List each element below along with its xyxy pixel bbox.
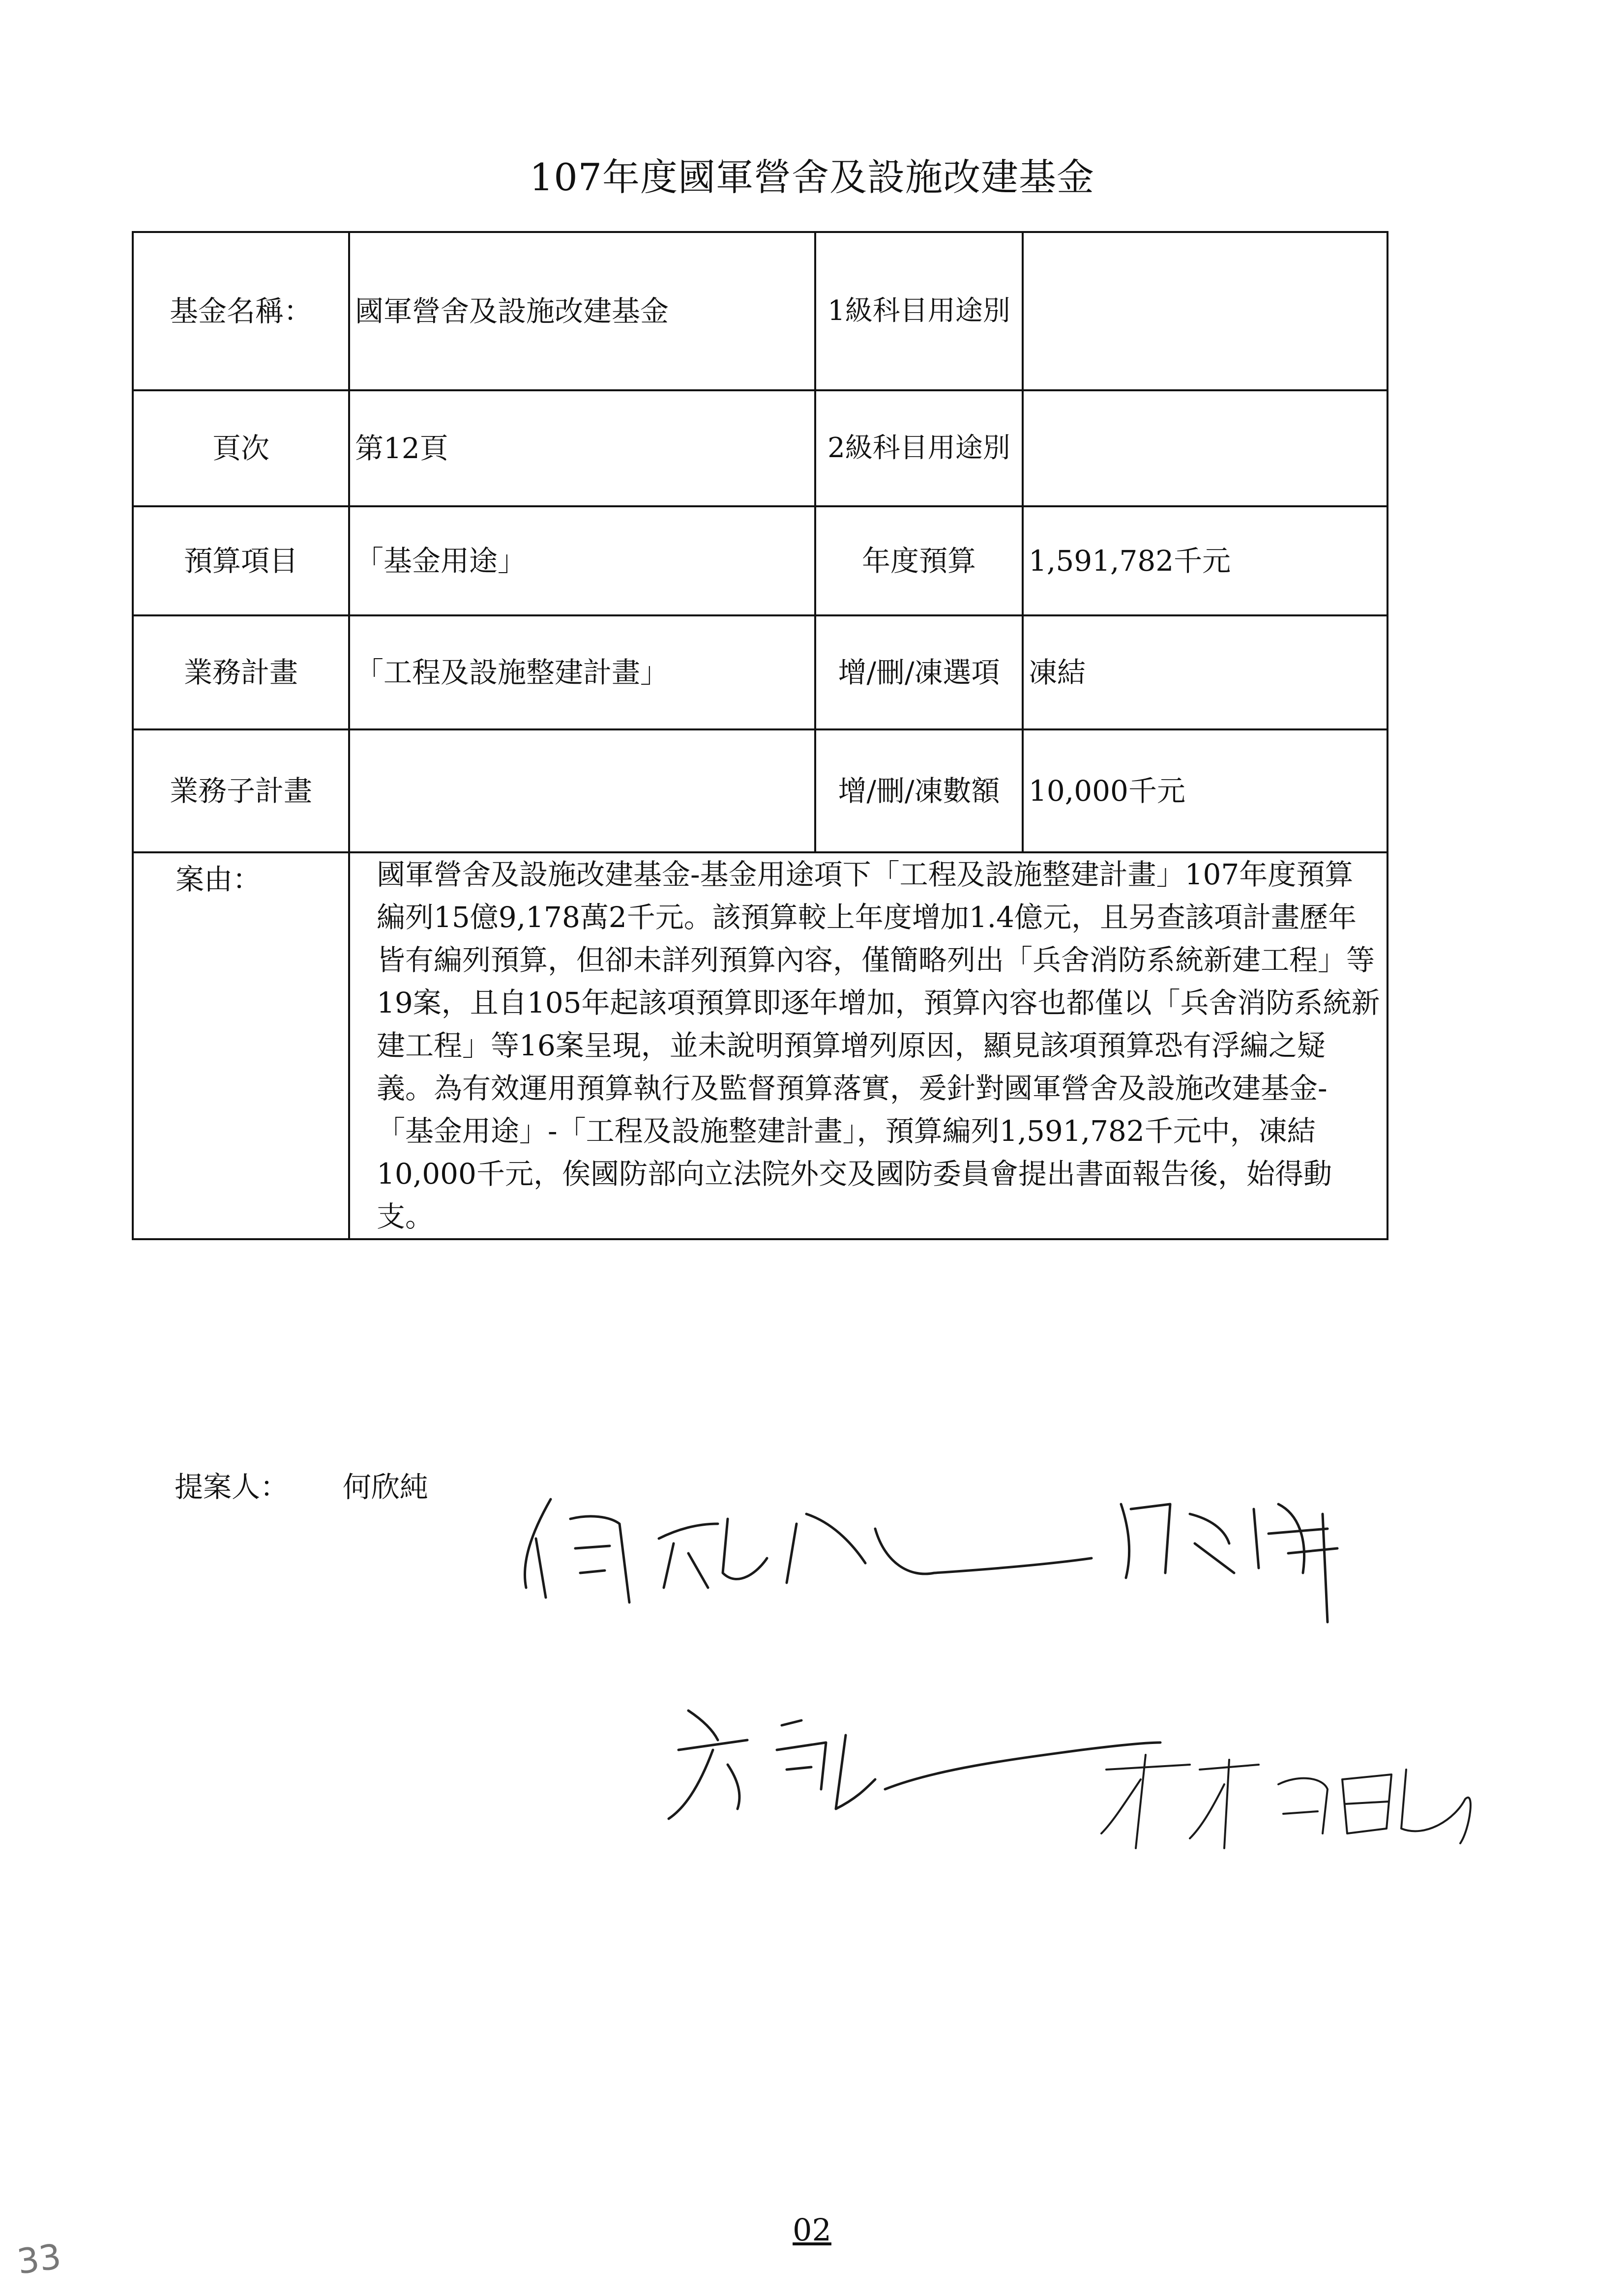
proposer-name: 何欣純 — [343, 1470, 429, 1504]
action-amount-label: 增/刪/凍數額 — [815, 729, 1023, 852]
signature-4 — [1101, 1755, 1471, 1848]
sub-plan-label: 業務子計畫 — [133, 729, 349, 852]
action-amount-value: 10,000千元 — [1023, 729, 1388, 852]
document-title: 107年度國軍營舍及設施改建基金 — [529, 155, 1095, 199]
signature-1 — [525, 1499, 1092, 1602]
level2-category-label: 2級科目用途別 — [815, 390, 1023, 506]
annual-budget-label: 年度預算 — [815, 506, 1023, 615]
reason-text: 國軍營舍及設施改建基金-基金用途項下「工程及設施整建計畫」107年度預算編列15億9,178萬2千元。該預算較上年度增加1.4億元，且另查該項計畫歷年皆有編列預算，但卻未詳列預算內容，僅簡略列出「兵舍消防系統新建工程」等19案，且自105年起該項預算即逐年增加，預算內容也都僅以「兵舍消防系統新建工程」等16案呈現，並未說明預算增列原因，顯見該項預算恐有浮編之疑義。為有效運用預算執行及監督預算落實，爰針對國軍營舍及設施改建基金-「基金用途」-「工程及設施整建計畫」，預算編列1,591,782千元中，凍結10,000千元，俟國防部向立法院外交及國防委員會提出書面報告後，始得動支。 — [349, 852, 1388, 1239]
reason-label: 案由： — [133, 852, 349, 1239]
budget-item-label: 預算項目 — [133, 506, 349, 615]
annual-budget-value: 1,591,782千元 — [1023, 506, 1388, 615]
proposer-label: 提案人： — [175, 1470, 289, 1504]
budget-item-value: 「基金用途」 — [349, 506, 815, 615]
margin-handwritten-mark: 33 — [14, 2236, 64, 2282]
signature-3 — [669, 1711, 1160, 1819]
action-option-label: 增/刪/凍選項 — [815, 615, 1023, 729]
fund-name-value: 國軍營舍及設施改建基金 — [349, 232, 815, 390]
level1-category-label: 1級科目用途別 — [815, 232, 1023, 390]
action-option-value: 凍結 — [1023, 615, 1388, 729]
business-plan-label: 業務計畫 — [133, 615, 349, 729]
business-plan-value: 「工程及設施整建計畫」 — [349, 615, 815, 729]
page-number: 02 — [793, 2212, 831, 2248]
fund-name-label: 基金名稱： — [133, 232, 349, 390]
signature-2 — [1121, 1504, 1337, 1622]
page-label: 頁次 — [133, 390, 349, 506]
page-value: 第12頁 — [349, 390, 815, 506]
